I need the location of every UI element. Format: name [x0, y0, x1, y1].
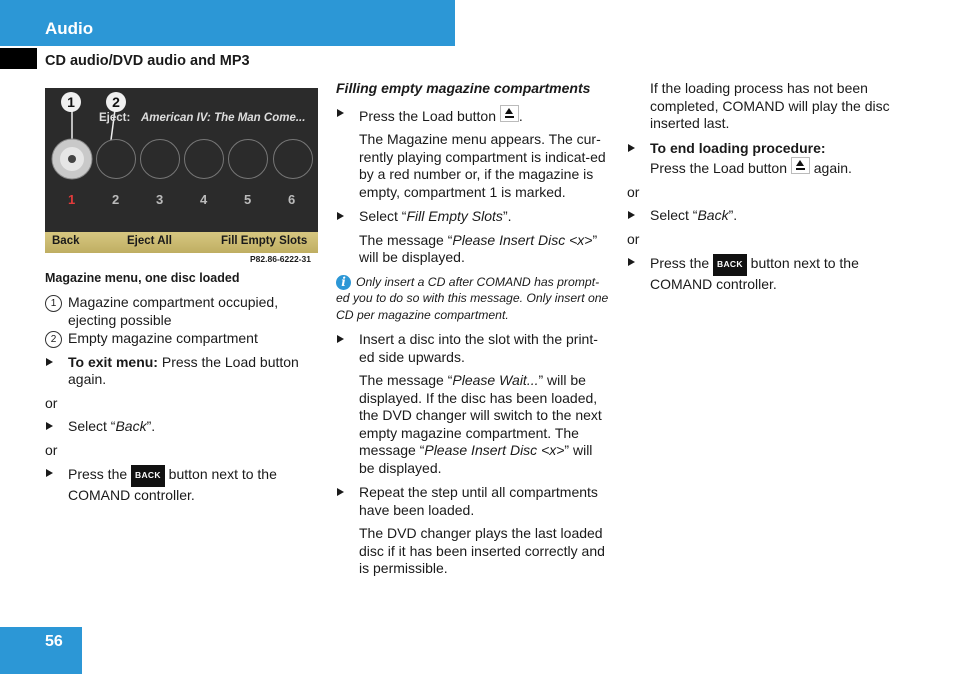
bullet-select-back	[627, 207, 907, 225]
paragraph-last-loaded: The DVD changer plays the last loaded disc if it has been inserted correctly and is permissible.	[359, 525, 605, 576]
magazine-menu-screenshot	[45, 88, 318, 253]
end-loading-label: To end loading procedure:	[650, 139, 826, 156]
slot-3-empty	[140, 139, 180, 179]
bullet-icon	[628, 144, 635, 152]
message-text: Please Insert Disc <x>	[452, 231, 593, 248]
bullet-icon	[46, 422, 53, 430]
legend-number-2: 2	[45, 331, 62, 348]
bullet-press-back	[45, 465, 317, 504]
text: Press the Load button	[650, 160, 791, 176]
slot-6-empty	[273, 139, 313, 179]
slot-5-empty	[228, 139, 268, 179]
text: Select “	[650, 207, 698, 223]
step-select-fill	[336, 208, 611, 226]
text: ”.	[146, 418, 156, 434]
text: ”.	[502, 208, 512, 224]
or-text: or	[45, 441, 58, 458]
page-number-tab	[0, 627, 82, 674]
back-option-text: Back	[697, 207, 729, 223]
paragraph-please-wait	[336, 372, 611, 477]
back-key-icon: BACK	[131, 465, 165, 487]
page-subtitle: CD audio/DVD audio and MP3	[45, 53, 250, 69]
back-key-icon: BACK	[713, 254, 747, 276]
fill-empty-slots-text: Fill Empty Slots	[406, 208, 503, 224]
load-eject-icon	[500, 105, 519, 122]
middle-column	[336, 80, 611, 585]
text: The message “	[359, 231, 453, 248]
section-title: Audio	[45, 19, 94, 38]
text: again.	[809, 160, 852, 176]
step-repeat	[336, 484, 611, 519]
text: ” will be displayed. If the disc has been loaded, the DVD changer will switch to the next empty magazine compartment. The message “	[359, 372, 602, 458]
slot-number-5: 5	[244, 192, 252, 207]
exit-menu-text: Press the Load button again.	[68, 353, 299, 387]
figure-code: P82.86-6222-31	[250, 254, 311, 264]
bullet-end-loading	[627, 140, 907, 178]
left-column	[45, 294, 317, 510]
text: Select “	[68, 418, 116, 434]
slot-2-empty	[96, 139, 136, 179]
softkey-bar	[45, 232, 318, 253]
callout-2: 2	[106, 92, 126, 112]
softkey-fill-empty-slots[interactable]: Fill Empty Slots	[221, 235, 308, 247]
page-number: 56	[45, 633, 63, 650]
slot-number-2: 2	[112, 192, 120, 207]
text: ”.	[728, 207, 738, 223]
legend-item-2	[45, 330, 317, 348]
bullet-icon	[337, 488, 344, 496]
exit-menu-label: To exit menu:	[68, 353, 158, 370]
message-text: Please Wait...	[452, 372, 539, 388]
text: Repeat the step until all compartments have been loaded.	[359, 484, 598, 518]
legend-number-1: 1	[45, 295, 62, 312]
text: The message “	[359, 372, 453, 388]
paragraph-magazine-menu: The Magazine menu appears. The cur-rently playing compartment is indicat-ed by a red number or, if the magazine is empty, compartment 1 is marked.	[359, 131, 606, 200]
or-text: or	[627, 230, 640, 247]
bullet-exit-menu	[45, 354, 317, 389]
paragraph-loading-incomplete: If the loading process has not been completed, COMAND will play the disc inserted last.	[650, 80, 890, 131]
eject-label: Eject:	[99, 112, 131, 124]
bullet-icon	[46, 358, 53, 366]
legend-text-2: Empty magazine compartment	[68, 330, 258, 346]
text: Press the	[68, 466, 132, 482]
message-text: Please Insert Disc <x>	[424, 442, 565, 458]
slot-number-1: 1	[68, 192, 76, 207]
note-text: Only insert a CD after COMAND has prompt-ed you to do so with this message. Only insert one CD per magazine compartment.	[336, 274, 609, 322]
text: button next to the COMAND controller.	[650, 255, 859, 292]
text: ” will be displayed.	[359, 231, 598, 265]
bullet-icon	[628, 258, 635, 266]
info-note	[336, 274, 611, 324]
legend-item-1	[45, 294, 317, 329]
paragraph-insert-message	[336, 232, 611, 267]
text: Press the	[650, 255, 714, 271]
or-text: or	[45, 394, 58, 411]
load-eject-icon	[791, 157, 810, 174]
slot-4-empty	[184, 139, 224, 179]
step-press-load	[336, 105, 611, 126]
info-icon: i	[336, 275, 351, 290]
figure-caption: Magazine menu, one disc loaded	[45, 271, 240, 285]
callout-1: 1	[61, 92, 81, 112]
text: Press the Load button	[359, 107, 500, 124]
bullet-icon	[337, 335, 344, 343]
section-marker	[0, 48, 37, 69]
step-insert-disc	[336, 331, 611, 366]
slot-number-4: 4	[200, 192, 208, 207]
slot-number-3: 3	[156, 192, 164, 207]
text: button next to the COMAND controller.	[68, 466, 277, 503]
bullet-icon	[337, 109, 344, 117]
text: Insert a disc into the slot with the print-ed side upwards.	[359, 331, 598, 365]
back-option-text: Back	[115, 418, 147, 434]
bullet-select-back	[45, 418, 317, 436]
bullet-icon	[337, 212, 344, 220]
bullet-icon	[46, 469, 53, 477]
or-text: or	[627, 183, 640, 200]
right-column	[627, 80, 907, 299]
bullet-icon	[628, 211, 635, 219]
slot-number-6: 6	[288, 192, 296, 207]
section-header	[0, 0, 455, 46]
text: .	[518, 107, 523, 124]
text: Select “	[359, 208, 407, 224]
text: ” will be displayed.	[359, 442, 593, 476]
section-heading: Filling empty magazine compartments	[336, 80, 591, 96]
eject-title: American IV: The Man Come...	[141, 112, 306, 124]
legend-text-1: Magazine compartment occupied, ejecting possible	[68, 294, 279, 328]
softkey-back[interactable]: Back	[52, 235, 80, 247]
softkey-eject-all[interactable]: Eject All	[127, 235, 172, 247]
bullet-press-back	[627, 254, 907, 293]
